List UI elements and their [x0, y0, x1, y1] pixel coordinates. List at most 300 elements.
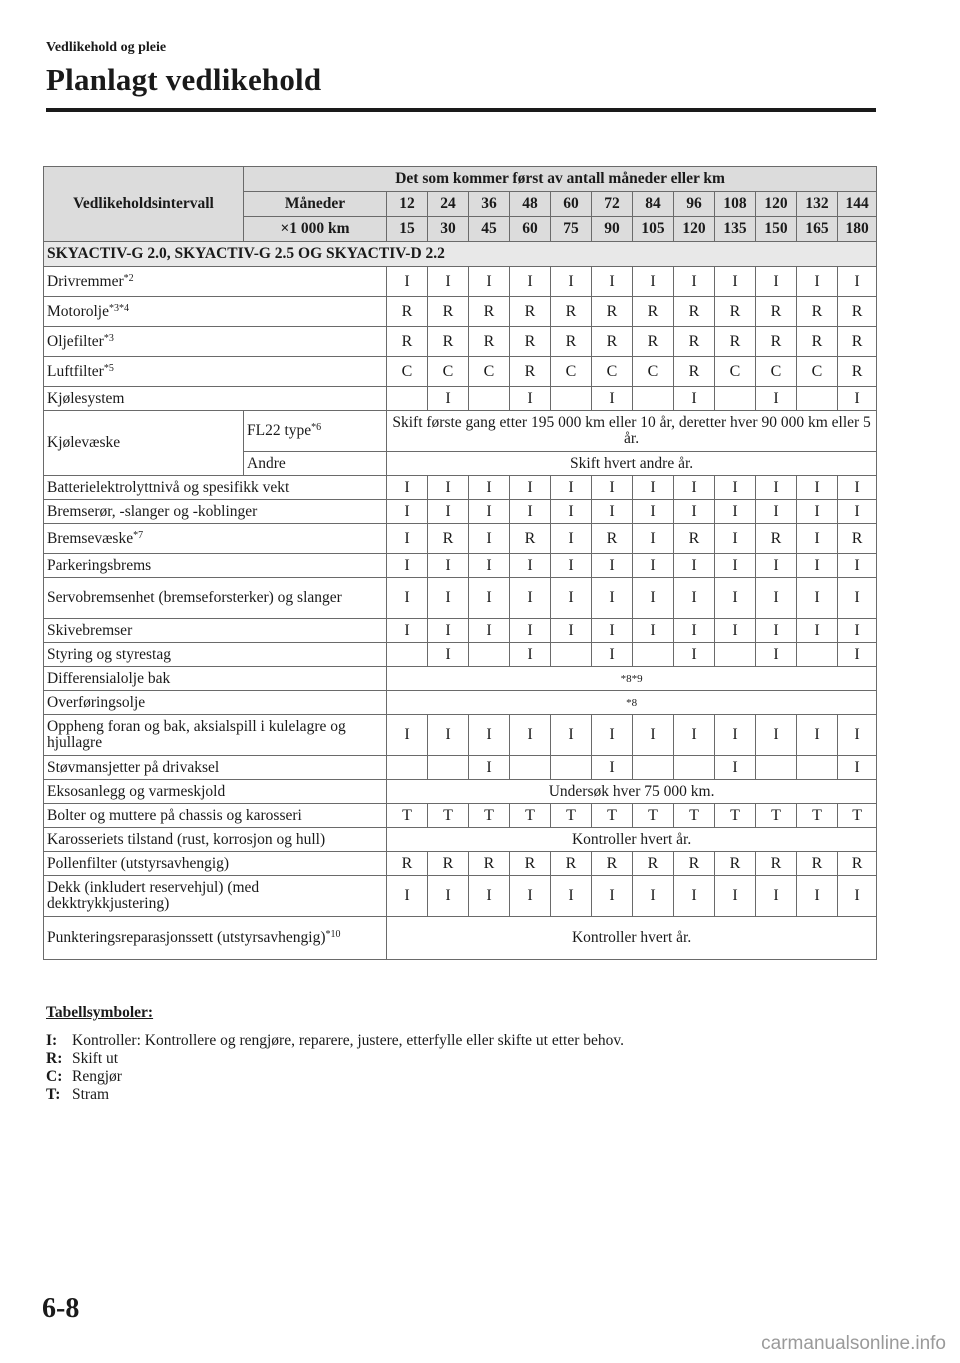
- interval-cell: T: [428, 804, 469, 828]
- footnote-ref: *3: [103, 332, 114, 344]
- row-label: [44, 828, 387, 852]
- interval-cell: I: [756, 578, 797, 619]
- interval-cell: I: [428, 500, 469, 524]
- table-row: [44, 804, 877, 828]
- interval-cell: T: [633, 804, 674, 828]
- coolant-label: Kjølevæske: [44, 411, 244, 476]
- row-label-text: Drivremmer: [47, 272, 124, 290]
- interval-cell: I: [551, 500, 592, 524]
- row-label-text: Skivebremser: [47, 621, 133, 639]
- interval-cell: [633, 387, 674, 411]
- interval-cell: I: [592, 500, 633, 524]
- months-value: 108: [715, 192, 756, 217]
- interval-cell: I: [756, 476, 797, 500]
- row-label-text: Eksosanlegg og varmeskjold: [47, 782, 226, 800]
- row-label: [44, 578, 387, 619]
- interval-cell: T: [674, 804, 715, 828]
- km-value: 105: [633, 217, 674, 242]
- section-label: Vedlikehold og pleie: [46, 40, 167, 55]
- row-label-text: Parkeringsbrems: [47, 556, 152, 574]
- row-label-text: Støvmansjetter på drivaksel: [47, 758, 220, 776]
- interval-cell: I: [715, 500, 756, 524]
- row-label-text: Kjølesystem: [47, 389, 125, 407]
- interval-cell: I: [715, 524, 756, 554]
- interval-cell: I: [674, 715, 715, 756]
- interval-cell: I: [510, 267, 551, 297]
- interval-cell: I: [551, 876, 592, 917]
- interval-cell: I: [592, 554, 633, 578]
- interval-cell: I: [838, 756, 877, 780]
- interval-cell: C: [633, 357, 674, 387]
- months-value: 132: [797, 192, 838, 217]
- row-label: [44, 387, 387, 411]
- interval-cell: I: [387, 524, 428, 554]
- row-label: [44, 804, 387, 828]
- table-row: [44, 357, 877, 387]
- legend-item: [46, 1086, 624, 1104]
- interval-cell: I: [715, 756, 756, 780]
- interval-cell: R: [592, 327, 633, 357]
- row-label-text: Oppheng foran og bak, aksialspill i kulelagre og hjullagre: [47, 718, 346, 751]
- interval-cell: I: [674, 267, 715, 297]
- row-label-text: Motorolje: [47, 302, 109, 320]
- interval-cell: I: [428, 876, 469, 917]
- interval-cell: C: [797, 357, 838, 387]
- table-row: [44, 297, 877, 327]
- interval-cell: I: [592, 876, 633, 917]
- table-row: [44, 828, 877, 852]
- interval-cell: I: [551, 619, 592, 643]
- km-value: 75: [551, 217, 592, 242]
- interval-cell: R: [756, 524, 797, 554]
- interval-cell: T: [510, 804, 551, 828]
- table-row: [44, 715, 877, 756]
- table-row: [44, 554, 877, 578]
- interval-cell: R: [633, 297, 674, 327]
- km-value: 120: [674, 217, 715, 242]
- interval-cell: [633, 756, 674, 780]
- interval-cell: R: [838, 852, 877, 876]
- interval-cell: I: [797, 267, 838, 297]
- interval-cell: [797, 643, 838, 667]
- interval-cell: I: [510, 500, 551, 524]
- interval-cell: R: [469, 852, 510, 876]
- interval-cell: [797, 387, 838, 411]
- interval-cell: I: [387, 715, 428, 756]
- interval-cell: I: [551, 267, 592, 297]
- interval-cell: R: [838, 297, 877, 327]
- interval-cell: R: [633, 327, 674, 357]
- page-title: Planlagt vedlikehold: [46, 62, 322, 97]
- interval-cell: C: [428, 357, 469, 387]
- interval-cell: I: [469, 267, 510, 297]
- months-label: Måneder: [244, 192, 387, 217]
- interval-cell: [551, 643, 592, 667]
- table-row: [44, 327, 877, 357]
- interval-cell: [715, 387, 756, 411]
- months-value: 12: [387, 192, 428, 217]
- legend-key: I:: [46, 1032, 58, 1049]
- interval-cell: I: [428, 578, 469, 619]
- interval-cell: R: [838, 357, 877, 387]
- interval-cell: I: [633, 554, 674, 578]
- interval-cell: I: [633, 476, 674, 500]
- interval-cell: I: [715, 578, 756, 619]
- interval-cell: I: [469, 715, 510, 756]
- interval-cell: I: [469, 756, 510, 780]
- interval-cell: I: [428, 619, 469, 643]
- interval-cell: T: [469, 804, 510, 828]
- interval-cell: R: [510, 524, 551, 554]
- row-label: [44, 297, 387, 327]
- interval-cell: I: [510, 387, 551, 411]
- legend-text: Skift ut: [72, 1050, 119, 1067]
- row-label-text: Dekk (inkludert reservehjul) (med dekktrykkjustering): [47, 879, 260, 912]
- table-row: [44, 756, 877, 780]
- interval-cell: I: [674, 554, 715, 578]
- interval-cell: I: [592, 387, 633, 411]
- interval-cell: I: [674, 387, 715, 411]
- interval-span-cell: *8: [387, 691, 877, 715]
- interval-cell: R: [756, 297, 797, 327]
- interval-cell: I: [674, 578, 715, 619]
- interval-cell: [633, 643, 674, 667]
- legend-items: [46, 1032, 624, 1104]
- interval-cell: R: [838, 327, 877, 357]
- interval-cell: I: [756, 387, 797, 411]
- interval-cell: I: [633, 619, 674, 643]
- row-label: [44, 715, 387, 756]
- interval-cell: I: [510, 554, 551, 578]
- interval-cell: I: [838, 715, 877, 756]
- interval-cell: R: [756, 327, 797, 357]
- interval-cell: I: [469, 524, 510, 554]
- months-value: 84: [633, 192, 674, 217]
- interval-span-cell: Kontroller hvert år.: [387, 917, 877, 960]
- interval-cell: [797, 756, 838, 780]
- interval-cell: I: [551, 524, 592, 554]
- row-label: [44, 917, 387, 960]
- interval-cell: I: [756, 619, 797, 643]
- table-row: [44, 476, 877, 500]
- footnote-ref: *5: [103, 362, 114, 374]
- maintenance-table: [43, 166, 877, 960]
- interval-cell: I: [387, 554, 428, 578]
- interval-cell: I: [838, 578, 877, 619]
- coolant-row-fl22: [44, 411, 877, 452]
- interval-cell: R: [469, 297, 510, 327]
- interval-cell: I: [469, 578, 510, 619]
- table-row: [44, 852, 877, 876]
- interval-cell: C: [387, 357, 428, 387]
- interval-cell: R: [551, 297, 592, 327]
- table-row: [44, 917, 877, 960]
- interval-span-cell: Kontroller hvert år.: [387, 828, 877, 852]
- interval-cell: [551, 756, 592, 780]
- footnote-ref: *7: [133, 529, 144, 541]
- interval-cell: R: [551, 852, 592, 876]
- interval-cell: [428, 756, 469, 780]
- row-label-text: Batterielektrolyttnivå og spesifikk vekt: [47, 478, 290, 496]
- interval-cell: I: [551, 554, 592, 578]
- interval-cell: [387, 756, 428, 780]
- row-label-text: Styring og styrestag: [47, 645, 171, 663]
- interval-cell: I: [797, 524, 838, 554]
- legend-title: Tabellsymboler:: [46, 1004, 154, 1021]
- interval-cell: I: [674, 476, 715, 500]
- legend-item: [46, 1032, 624, 1050]
- row-label: [44, 691, 387, 715]
- table-row: [44, 619, 877, 643]
- interval-cell: I: [428, 476, 469, 500]
- footnote-ref: *2: [123, 272, 134, 284]
- km-value: 150: [756, 217, 797, 242]
- interval-cell: R: [674, 852, 715, 876]
- interval-cell: R: [674, 357, 715, 387]
- interval-cell: T: [838, 804, 877, 828]
- interval-cell: R: [592, 297, 633, 327]
- interval-cell: I: [797, 578, 838, 619]
- km-value: 180: [838, 217, 877, 242]
- km-label: ×1 000 km: [244, 217, 387, 242]
- months-value: 48: [510, 192, 551, 217]
- interval-cell: I: [592, 756, 633, 780]
- table-row: [44, 267, 877, 297]
- row-label: [44, 876, 387, 917]
- interval-cell: I: [551, 578, 592, 619]
- interval-cell: [510, 756, 551, 780]
- interval-cell: I: [756, 267, 797, 297]
- coolant-fl22-interval: Skift første gang etter 195 000 km eller 10 år, deretter hver 90 000 km eller 5 år.: [387, 411, 877, 452]
- legend-item: [46, 1050, 624, 1068]
- interval-cell: R: [428, 852, 469, 876]
- interval-cell: C: [715, 357, 756, 387]
- interval-cell: I: [715, 554, 756, 578]
- interval-cell: R: [592, 852, 633, 876]
- interval-cell: [387, 387, 428, 411]
- page-number: 6-8: [42, 1293, 80, 1324]
- interval-cell: I: [387, 578, 428, 619]
- months-value: 120: [756, 192, 797, 217]
- interval-cell: I: [715, 476, 756, 500]
- interval-cell: R: [428, 297, 469, 327]
- km-value: 30: [428, 217, 469, 242]
- row-label: [44, 554, 387, 578]
- interval-cell: I: [387, 876, 428, 917]
- interval-cell: R: [510, 327, 551, 357]
- interval-cell: I: [551, 476, 592, 500]
- row-label-text: Bolter og muttere på chassis og karosseri: [47, 806, 302, 824]
- interval-cell: I: [592, 715, 633, 756]
- interval-cell: T: [797, 804, 838, 828]
- interval-label: Vedlikeholdsintervall: [44, 167, 244, 242]
- interval-cell: I: [633, 715, 674, 756]
- row-label: [44, 327, 387, 357]
- interval-cell: R: [633, 852, 674, 876]
- interval-cell: I: [797, 715, 838, 756]
- interval-cell: [674, 756, 715, 780]
- legend-key: C:: [46, 1068, 63, 1085]
- interval-cell: R: [387, 852, 428, 876]
- interval-cell: T: [756, 804, 797, 828]
- interval-cell: R: [387, 327, 428, 357]
- interval-cell: R: [551, 327, 592, 357]
- row-label-text: Karosseriets tilstand (rust, korrosjon og hull): [47, 830, 326, 848]
- interval-cell: I: [469, 876, 510, 917]
- legend: [46, 1004, 624, 1104]
- interval-cell: I: [428, 387, 469, 411]
- months-value: 96: [674, 192, 715, 217]
- interval-cell: R: [715, 327, 756, 357]
- table-row: [44, 578, 877, 619]
- whichever-label: Det som kommer først av antall måneder eller km: [244, 167, 877, 192]
- interval-cell: R: [797, 297, 838, 327]
- interval-cell: I: [551, 715, 592, 756]
- months-value: 36: [469, 192, 510, 217]
- interval-cell: [387, 643, 428, 667]
- interval-cell: I: [592, 267, 633, 297]
- legend-item: [46, 1068, 624, 1086]
- legend-text: Stram: [72, 1086, 110, 1103]
- interval-cell: I: [633, 876, 674, 917]
- interval-cell: R: [674, 524, 715, 554]
- months-value: 144: [838, 192, 877, 217]
- footnote-ref: *3*4: [109, 302, 129, 314]
- table-row: [44, 387, 877, 411]
- interval-cell: I: [510, 876, 551, 917]
- interval-cell: I: [838, 387, 877, 411]
- interval-cell: I: [469, 619, 510, 643]
- interval-cell: I: [510, 715, 551, 756]
- interval-cell: I: [510, 619, 551, 643]
- row-label: [44, 643, 387, 667]
- interval-cell: I: [387, 500, 428, 524]
- coolant-other-label: Andre: [244, 452, 387, 476]
- interval-cell: I: [715, 715, 756, 756]
- interval-cell: I: [838, 619, 877, 643]
- title-divider: [46, 108, 876, 112]
- interval-cell: I: [428, 643, 469, 667]
- interval-cell: I: [387, 619, 428, 643]
- legend-text: Rengjør: [72, 1068, 122, 1085]
- interval-cell: R: [469, 327, 510, 357]
- row-label: [44, 852, 387, 876]
- row-label-text: Punkteringsreparasjonssett (utstyrsavhengig): [47, 929, 326, 946]
- interval-cell: [469, 387, 510, 411]
- coolant-fl22-text: FL22 type: [247, 422, 312, 439]
- interval-cell: T: [387, 804, 428, 828]
- watermark: carmanualsonline.info: [761, 1333, 946, 1354]
- km-value: 135: [715, 217, 756, 242]
- row-label-text: Luftfilter: [47, 362, 104, 380]
- interval-cell: I: [428, 554, 469, 578]
- interval-cell: I: [797, 619, 838, 643]
- interval-cell: R: [674, 327, 715, 357]
- interval-cell: I: [387, 267, 428, 297]
- interval-cell: I: [674, 500, 715, 524]
- interval-cell: I: [838, 876, 877, 917]
- interval-span-cell: *8*9: [387, 667, 877, 691]
- interval-cell: R: [510, 357, 551, 387]
- km-value: 90: [592, 217, 633, 242]
- legend-key: R:: [46, 1050, 63, 1067]
- row-label: [44, 500, 387, 524]
- interval-cell: I: [633, 267, 674, 297]
- interval-cell: R: [428, 327, 469, 357]
- row-label: [44, 667, 387, 691]
- km-value: 15: [387, 217, 428, 242]
- row-label: [44, 357, 387, 387]
- months-value: 72: [592, 192, 633, 217]
- interval-cell: R: [510, 852, 551, 876]
- interval-cell: I: [387, 476, 428, 500]
- interval-cell: I: [674, 643, 715, 667]
- interval-cell: I: [469, 554, 510, 578]
- interval-cell: I: [428, 715, 469, 756]
- row-label-text: Pollenfilter (utstyrsavhengig): [47, 854, 230, 872]
- table-row: [44, 691, 877, 715]
- interval-cell: R: [510, 297, 551, 327]
- row-label: [44, 476, 387, 500]
- interval-cell: R: [797, 852, 838, 876]
- interval-cell: I: [756, 554, 797, 578]
- footnote-ref: *6: [311, 422, 322, 433]
- interval-cell: I: [756, 876, 797, 917]
- interval-cell: I: [797, 500, 838, 524]
- interval-cell: T: [551, 804, 592, 828]
- legend-text: Kontroller: Kontrollere og rengjøre, reparere, justere, etterfylle eller skifte ut etter behov.: [72, 1032, 625, 1049]
- row-label-text: Differensialolje bak: [47, 669, 171, 687]
- interval-cell: R: [715, 852, 756, 876]
- coolant-other-interval: Skift hvert andre år.: [387, 452, 877, 476]
- legend-key: T:: [46, 1086, 61, 1103]
- interval-cell: I: [838, 643, 877, 667]
- months-value: 60: [551, 192, 592, 217]
- interval-cell: I: [510, 578, 551, 619]
- interval-cell: I: [797, 476, 838, 500]
- interval-cell: I: [592, 476, 633, 500]
- row-label-text: Overføringsolje: [47, 693, 146, 711]
- interval-cell: I: [633, 500, 674, 524]
- interval-span-cell: Undersøk hver 75 000 km.: [387, 780, 877, 804]
- table-row: [44, 500, 877, 524]
- row-label: [44, 756, 387, 780]
- months-value: 24: [428, 192, 469, 217]
- table-row: [44, 643, 877, 667]
- table-row: [44, 667, 877, 691]
- km-value: 165: [797, 217, 838, 242]
- interval-cell: I: [469, 476, 510, 500]
- interval-cell: R: [387, 297, 428, 327]
- interval-cell: I: [428, 267, 469, 297]
- interval-cell: I: [633, 578, 674, 619]
- interval-cell: C: [551, 357, 592, 387]
- interval-cell: [715, 643, 756, 667]
- interval-cell: R: [838, 524, 877, 554]
- row-label-text: Servobremsenhet (bremseforsterker) og slanger: [47, 589, 342, 606]
- interval-cell: R: [797, 327, 838, 357]
- interval-cell: I: [797, 554, 838, 578]
- interval-cell: I: [838, 476, 877, 500]
- interval-cell: I: [756, 500, 797, 524]
- row-label: [44, 267, 387, 297]
- interval-cell: T: [715, 804, 756, 828]
- table-row: [44, 524, 877, 554]
- interval-cell: I: [674, 619, 715, 643]
- interval-cell: I: [592, 643, 633, 667]
- interval-cell: I: [756, 643, 797, 667]
- interval-cell: I: [674, 876, 715, 917]
